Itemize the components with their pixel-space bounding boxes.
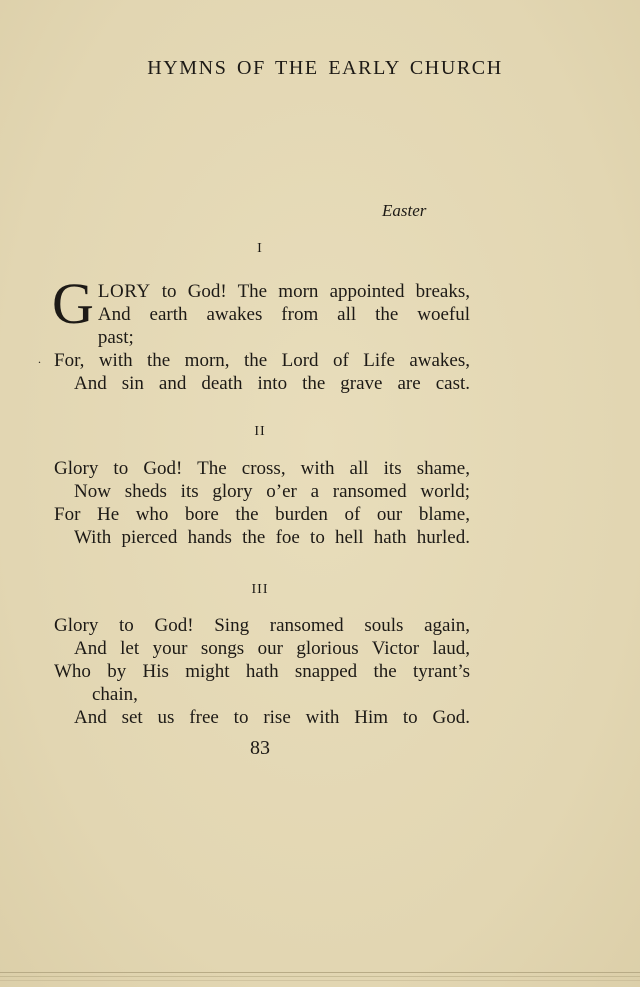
verse-line: And sin and death into the grave are cast. (74, 373, 470, 394)
stanza-2 (54, 457, 470, 549)
stanza-numeral: II (254, 424, 266, 439)
page-edge-line (0, 980, 640, 981)
hymn-title: Easter (382, 201, 427, 220)
page-number: 83 (250, 737, 270, 759)
page-edge-line (0, 976, 640, 977)
verse-line: Glory to God! The cross, with all its shame, (54, 458, 470, 479)
verse-line: chain, (92, 684, 138, 705)
verse-line: Now sheds its glory o’er a ransomed world; (74, 481, 470, 502)
running-head: HYMNS OF THE EARLY CHURCH (147, 57, 503, 79)
verse-line: And let your songs our glorious Victor laud, (74, 638, 470, 659)
stanza-numeral: III (251, 582, 269, 597)
verse-line: And earth awakes from all the woeful (97, 304, 470, 325)
verse-line: Who by His might hath snapped the tyrant’s (54, 661, 470, 682)
verse-line: Glory to God! Sing ransomed souls again, (54, 615, 470, 636)
ink-speck: . (38, 352, 41, 366)
verse-line: With pierced hands the foe to hell hath hurled. (74, 527, 470, 548)
small-caps-word: LORY (97, 281, 151, 302)
stanza-3 (54, 614, 470, 729)
verse-line-text: to God! The morn appointed breaks, (150, 281, 470, 302)
verse-line: past; (97, 327, 134, 348)
stanza-numeral: I (257, 241, 263, 256)
page-edge-line (0, 972, 640, 973)
verse-line (54, 280, 470, 303)
verse-line: For He who bore the burden of our blame, (54, 504, 470, 525)
drop-cap: G (52, 271, 94, 336)
verse-line: For, with the morn, the Lord of Life awakes, (54, 350, 470, 371)
stanza-1 (52, 271, 470, 395)
verse-line: And set us free to rise with Him to God. (74, 707, 470, 728)
